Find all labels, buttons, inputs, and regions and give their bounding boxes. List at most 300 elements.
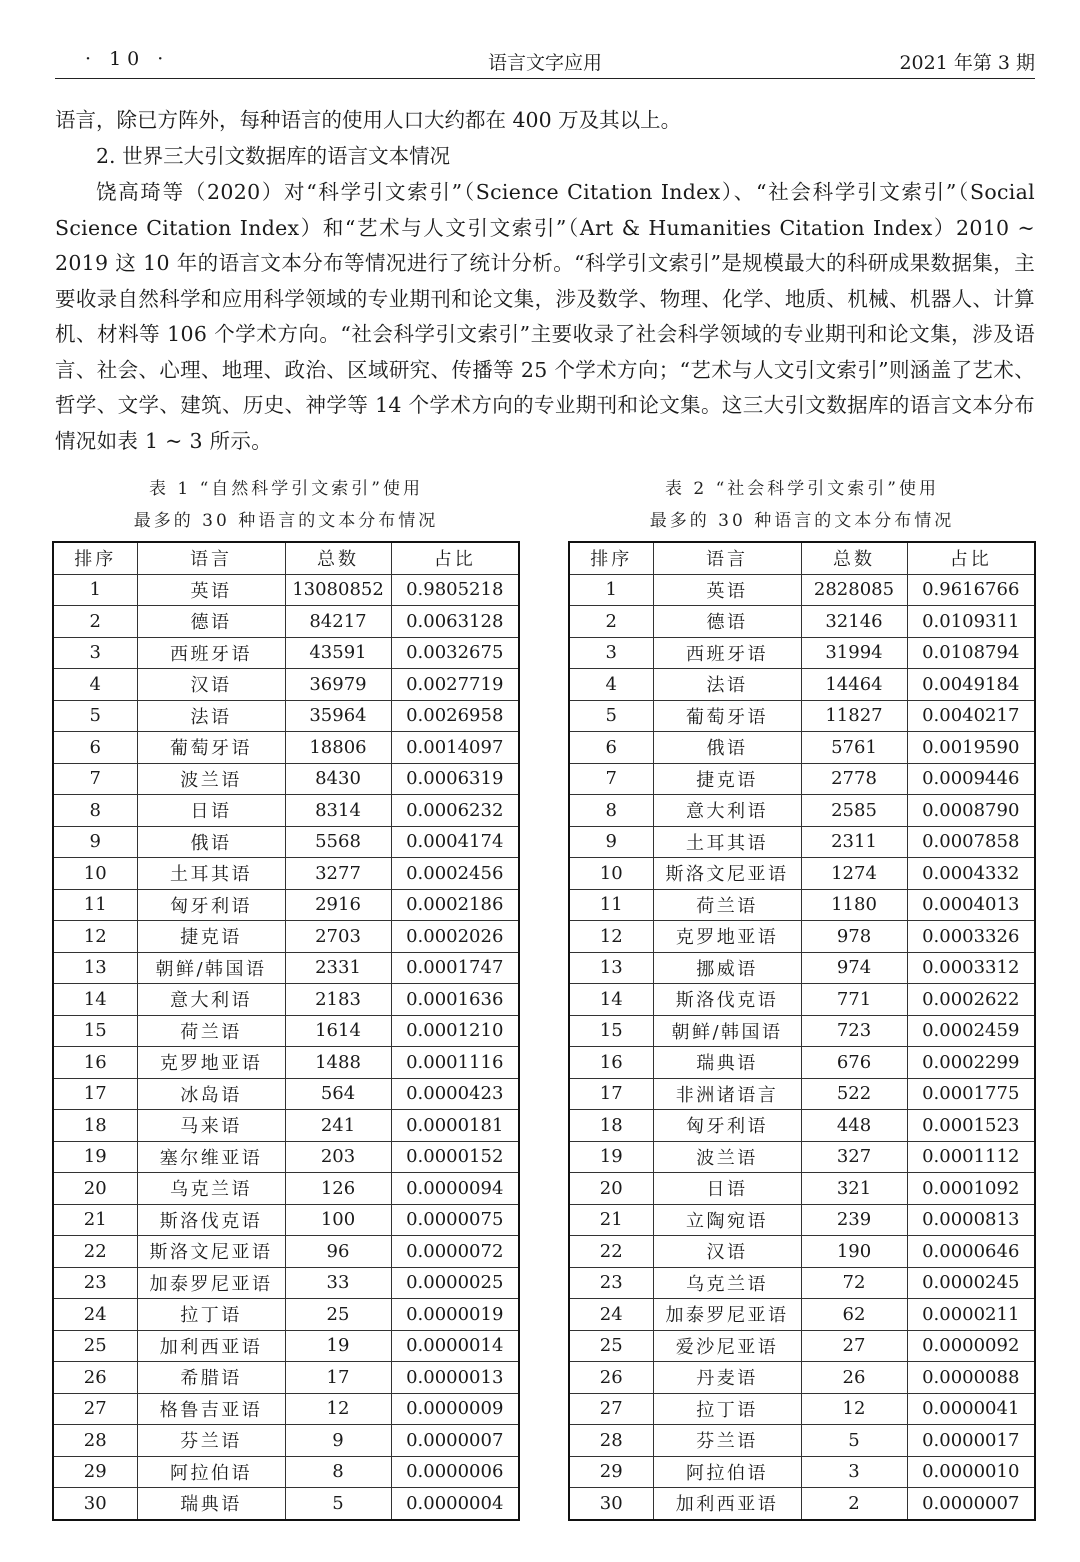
cell-ratio: 0.0003326 (907, 921, 1035, 953)
cell-language: 加利西亚语 (137, 1330, 285, 1362)
table-row (53, 921, 519, 953)
cell-ratio: 0.0000019 (391, 1299, 519, 1331)
cell-ratio: 0.0009446 (907, 763, 1035, 795)
cell-total: 43591 (285, 637, 391, 669)
cell-ratio: 0.0003312 (907, 952, 1035, 984)
cell-rank: 18 (53, 1110, 137, 1142)
cell-rank: 21 (53, 1204, 137, 1236)
table-row (53, 826, 519, 858)
cell-ratio: 0.0000088 (907, 1362, 1035, 1394)
cell-language: 德语 (653, 606, 801, 638)
cell-ratio: 0.0000007 (391, 1425, 519, 1457)
cell-total: 1614 (285, 1015, 391, 1047)
cell-total: 27 (801, 1330, 907, 1362)
cell-rank: 6 (569, 732, 653, 764)
cell-total: 18806 (285, 732, 391, 764)
table-row (569, 1393, 1035, 1425)
cell-total: 72 (801, 1267, 907, 1299)
cell-ratio: 0.9805218 (391, 574, 519, 606)
table-header-row (53, 542, 519, 574)
cell-rank: 2 (569, 606, 653, 638)
cell-total: 1488 (285, 1047, 391, 1079)
cell-ratio: 0.0006319 (391, 763, 519, 795)
cell-ratio: 0.0001092 (907, 1173, 1035, 1205)
cell-rank: 11 (569, 889, 653, 921)
cell-language: 斯洛文尼亚语 (653, 858, 801, 890)
cell-ratio: 0.0007858 (907, 826, 1035, 858)
table-row (569, 889, 1035, 921)
table-row (53, 1362, 519, 1394)
cell-language: 立陶宛语 (653, 1204, 801, 1236)
cell-language: 克罗地亚语 (653, 921, 801, 953)
cell-rank: 4 (53, 669, 137, 701)
table-row (53, 889, 519, 921)
cell-language: 法语 (653, 669, 801, 701)
table2-caption (568, 473, 1036, 537)
table-row (53, 1488, 519, 1520)
table-row (53, 763, 519, 795)
cell-ratio: 0.0001210 (391, 1015, 519, 1047)
table2 (568, 541, 1036, 1521)
paragraph-1: 语言，除已方阵外，每种语言的使用人口大约都在 400 万及其以上。 (55, 108, 682, 132)
cell-total: 8314 (285, 795, 391, 827)
cell-ratio: 0.0002026 (391, 921, 519, 953)
cell-total: 2311 (801, 826, 907, 858)
cell-total: 62 (801, 1299, 907, 1331)
table-row (53, 1425, 519, 1457)
cell-rank: 14 (569, 984, 653, 1016)
cell-rank: 25 (569, 1330, 653, 1362)
table-row (53, 1393, 519, 1425)
cell-language: 冰岛语 (137, 1078, 285, 1110)
cell-language: 乌克兰语 (137, 1173, 285, 1205)
cell-rank: 3 (569, 637, 653, 669)
cell-rank: 30 (569, 1488, 653, 1520)
table-row (569, 1456, 1035, 1488)
cell-total: 2828085 (801, 574, 907, 606)
cell-rank: 23 (53, 1267, 137, 1299)
cell-rank: 20 (53, 1173, 137, 1205)
cell-language: 捷克语 (653, 763, 801, 795)
cell-rank: 9 (53, 826, 137, 858)
table-row (569, 669, 1035, 701)
table-row (569, 1299, 1035, 1331)
table-row (569, 1425, 1035, 1457)
cell-ratio: 0.0000009 (391, 1393, 519, 1425)
cell-rank: 29 (53, 1456, 137, 1488)
page-header (55, 42, 1035, 79)
table-row (569, 1078, 1035, 1110)
cell-total: 239 (801, 1204, 907, 1236)
cell-language: 非洲诸语言 (653, 1078, 801, 1110)
cell-total: 2183 (285, 984, 391, 1016)
cell-rank: 7 (53, 763, 137, 795)
cell-language: 波兰语 (653, 1141, 801, 1173)
cell-language: 英语 (137, 574, 285, 606)
cell-rank: 27 (53, 1393, 137, 1425)
table-row (53, 1110, 519, 1142)
cell-rank: 6 (53, 732, 137, 764)
cell-ratio: 0.0001636 (391, 984, 519, 1016)
cell-language: 俄语 (653, 732, 801, 764)
cell-ratio: 0.0108794 (907, 637, 1035, 669)
cell-ratio: 0.0000094 (391, 1173, 519, 1205)
cell-ratio: 0.0000092 (907, 1330, 1035, 1362)
header-language: 语言 (137, 542, 285, 574)
cell-ratio: 0.0000075 (391, 1204, 519, 1236)
cell-rank: 5 (569, 700, 653, 732)
cell-total: 327 (801, 1141, 907, 1173)
cell-language: 加泰罗尼亚语 (137, 1267, 285, 1299)
table2-caption-line2: 最多的 30 种语言的文本分布情况 (649, 511, 955, 531)
cell-language: 日语 (653, 1173, 801, 1205)
cell-total: 8 (285, 1456, 391, 1488)
table-header-row (569, 542, 1035, 574)
cell-ratio: 0.0001112 (907, 1141, 1035, 1173)
cell-total: 13080852 (285, 574, 391, 606)
cell-total: 14464 (801, 669, 907, 701)
cell-total: 33 (285, 1267, 391, 1299)
cell-ratio: 0.0001116 (391, 1047, 519, 1079)
cell-language: 乌克兰语 (653, 1267, 801, 1299)
cell-total: 17 (285, 1362, 391, 1394)
cell-total: 84217 (285, 606, 391, 638)
cell-ratio: 0.0000181 (391, 1110, 519, 1142)
table-row (53, 606, 519, 638)
cell-rank: 14 (53, 984, 137, 1016)
cell-total: 3 (801, 1456, 907, 1488)
cell-rank: 12 (569, 921, 653, 953)
cell-rank: 10 (53, 858, 137, 890)
cell-total: 321 (801, 1173, 907, 1205)
table-row (569, 732, 1035, 764)
cell-ratio: 0.0032675 (391, 637, 519, 669)
table-row (569, 1330, 1035, 1362)
cell-language: 葡萄牙语 (653, 700, 801, 732)
cell-language: 意大利语 (653, 795, 801, 827)
cell-ratio: 0.0000004 (391, 1488, 519, 1520)
header-ratio: 占比 (391, 542, 519, 574)
cell-ratio: 0.0000014 (391, 1330, 519, 1362)
cell-rank: 28 (569, 1425, 653, 1457)
cell-rank: 4 (569, 669, 653, 701)
cell-language: 土耳其语 (653, 826, 801, 858)
cell-ratio: 0.0014097 (391, 732, 519, 764)
cell-rank: 22 (569, 1236, 653, 1268)
table-row (569, 858, 1035, 890)
table-row (569, 1047, 1035, 1079)
cell-rank: 18 (569, 1110, 653, 1142)
cell-total: 723 (801, 1015, 907, 1047)
table-row (53, 1236, 519, 1268)
table-row (569, 1488, 1035, 1520)
cell-ratio: 0.0008790 (907, 795, 1035, 827)
cell-language: 挪威语 (653, 952, 801, 984)
table-row (569, 1362, 1035, 1394)
cell-total: 5761 (801, 732, 907, 764)
cell-rank: 13 (53, 952, 137, 984)
cell-rank: 24 (569, 1299, 653, 1331)
cell-language: 格鲁吉亚语 (137, 1393, 285, 1425)
cell-total: 2331 (285, 952, 391, 984)
cell-total: 26 (801, 1362, 907, 1394)
cell-rank: 26 (569, 1362, 653, 1394)
cell-total: 978 (801, 921, 907, 953)
cell-language: 汉语 (137, 669, 285, 701)
cell-language: 马来语 (137, 1110, 285, 1142)
cell-total: 2778 (801, 763, 907, 795)
cell-rank: 8 (569, 795, 653, 827)
cell-ratio: 0.0049184 (907, 669, 1035, 701)
table-row (569, 1015, 1035, 1047)
table-row (569, 574, 1035, 606)
cell-ratio: 0.0004013 (907, 889, 1035, 921)
cell-language: 阿拉伯语 (653, 1456, 801, 1488)
cell-rank: 27 (569, 1393, 653, 1425)
cell-language: 西班牙语 (653, 637, 801, 669)
cell-ratio: 0.0002459 (907, 1015, 1035, 1047)
section-heading: 2. 世界三大引文数据库的语言文本情况 (96, 144, 451, 168)
cell-ratio: 0.0026958 (391, 700, 519, 732)
cell-ratio: 0.0004332 (907, 858, 1035, 890)
cell-language: 荷兰语 (137, 1015, 285, 1047)
table-row (53, 952, 519, 984)
cell-rank: 17 (53, 1078, 137, 1110)
table1-caption (52, 473, 520, 537)
cell-language: 捷克语 (137, 921, 285, 953)
cell-language: 匈牙利语 (653, 1110, 801, 1142)
cell-total: 974 (801, 952, 907, 984)
cell-language: 加泰罗尼亚语 (653, 1299, 801, 1331)
table-row (569, 1267, 1035, 1299)
table1-caption-line2: 最多的 30 种语言的文本分布情况 (133, 511, 439, 531)
cell-language: 波兰语 (137, 763, 285, 795)
cell-language: 匈牙利语 (137, 889, 285, 921)
cell-total: 2585 (801, 795, 907, 827)
cell-rank: 11 (53, 889, 137, 921)
table-row (569, 606, 1035, 638)
header-language: 语言 (653, 542, 801, 574)
cell-ratio: 0.0000041 (907, 1393, 1035, 1425)
cell-total: 1180 (801, 889, 907, 921)
cell-ratio: 0.0109311 (907, 606, 1035, 638)
table-row (53, 700, 519, 732)
cell-language: 阿拉伯语 (137, 1456, 285, 1488)
journal-title: 语言文字应用 (487, 52, 602, 74)
cell-ratio: 0.0000072 (391, 1236, 519, 1268)
header-total: 总数 (285, 542, 391, 574)
cell-ratio: 0.0000245 (907, 1267, 1035, 1299)
cell-rank: 1 (53, 574, 137, 606)
cell-rank: 30 (53, 1488, 137, 1520)
table-row (569, 1141, 1035, 1173)
cell-rank: 26 (53, 1362, 137, 1394)
table-row (53, 1173, 519, 1205)
cell-ratio: 0.0000007 (907, 1488, 1035, 1520)
cell-total: 676 (801, 1047, 907, 1079)
cell-language: 斯洛伐克语 (137, 1204, 285, 1236)
cell-total: 100 (285, 1204, 391, 1236)
cell-ratio: 0.0000423 (391, 1078, 519, 1110)
table-row (569, 984, 1035, 1016)
cell-ratio: 0.0002186 (391, 889, 519, 921)
cell-rank: 25 (53, 1330, 137, 1362)
cell-rank: 12 (53, 921, 137, 953)
cell-language: 丹麦语 (653, 1362, 801, 1394)
cell-rank: 17 (569, 1078, 653, 1110)
cell-rank: 28 (53, 1425, 137, 1457)
page-number: · 10 · (85, 48, 170, 70)
cell-ratio: 0.0002299 (907, 1047, 1035, 1079)
issue-label: 2021 年第 3 期 (899, 52, 1035, 74)
table-row (569, 763, 1035, 795)
cell-total: 448 (801, 1110, 907, 1142)
table-row (53, 637, 519, 669)
cell-language: 西班牙语 (137, 637, 285, 669)
cell-total: 1274 (801, 858, 907, 890)
cell-rank: 15 (53, 1015, 137, 1047)
cell-language: 塞尔维亚语 (137, 1141, 285, 1173)
table1 (52, 541, 520, 1521)
table-row (53, 732, 519, 764)
cell-ratio: 0.0001747 (391, 952, 519, 984)
table-row (53, 984, 519, 1016)
cell-language: 希腊语 (137, 1362, 285, 1394)
cell-ratio: 0.0000152 (391, 1141, 519, 1173)
table-row (569, 1236, 1035, 1268)
cell-language: 芬兰语 (137, 1425, 285, 1457)
table-row (53, 858, 519, 890)
cell-language: 斯洛伐克语 (653, 984, 801, 1016)
cell-rank: 5 (53, 700, 137, 732)
cell-ratio: 0.0002622 (907, 984, 1035, 1016)
cell-total: 2916 (285, 889, 391, 921)
cell-total: 2703 (285, 921, 391, 953)
cell-total: 12 (801, 1393, 907, 1425)
cell-rank: 9 (569, 826, 653, 858)
cell-language: 瑞典语 (653, 1047, 801, 1079)
cell-language: 爱沙尼亚语 (653, 1330, 801, 1362)
cell-ratio: 0.0001775 (907, 1078, 1035, 1110)
cell-language: 日语 (137, 795, 285, 827)
cell-rank: 2 (53, 606, 137, 638)
cell-language: 拉丁语 (137, 1299, 285, 1331)
cell-total: 19 (285, 1330, 391, 1362)
cell-ratio: 0.0019590 (907, 732, 1035, 764)
cell-total: 126 (285, 1173, 391, 1205)
cell-language: 意大利语 (137, 984, 285, 1016)
cell-total: 3277 (285, 858, 391, 890)
cell-total: 5 (285, 1488, 391, 1520)
cell-language: 加利西亚语 (653, 1488, 801, 1520)
cell-total: 32146 (801, 606, 907, 638)
cell-total: 241 (285, 1110, 391, 1142)
table-row (53, 1078, 519, 1110)
paragraph-3: 饶高琦等（2020）对“科学引文索引”（Science Citation Index）、“社会科学引文索引”（Social Science Citation Index）和“艺术与人文引文索引”（Art & Humanities Citation Index）2010 ~ 2019 这 10 年的语言文本分布等情况进行了统计分析。“科学引文索引”是规模最大的科研成果数据集，主要收录自然科学和应用科学领域的专业期刊和论文集，涉及数学、物理、化学、地质、机械、机器人、计算机、材料等 106 个学术方向。“社会科学引文索引”主要收录了社会科学领域的专业期刊和论文集，涉及语言、社会、心理、地理、政治、区域研究、传播等 25 个学术方向；“艺术与人文引文索引”则涵盖了艺术、哲学、文学、建筑、历史、神学等 14 个学术方向的专业期刊和论文集。这三大引文数据库的语言文本分布情况如表 1 ~ 3 所示。 (55, 180, 1035, 453)
table-row (53, 1456, 519, 1488)
table-row (53, 795, 519, 827)
cell-rank: 8 (53, 795, 137, 827)
cell-rank: 19 (569, 1141, 653, 1173)
cell-total: 771 (801, 984, 907, 1016)
cell-language: 法语 (137, 700, 285, 732)
cell-language: 拉丁语 (653, 1393, 801, 1425)
cell-language: 斯洛文尼亚语 (137, 1236, 285, 1268)
cell-ratio: 0.0063128 (391, 606, 519, 638)
cell-rank: 16 (569, 1047, 653, 1079)
cell-ratio: 0.0000006 (391, 1456, 519, 1488)
table-row (569, 1173, 1035, 1205)
cell-language: 德语 (137, 606, 285, 638)
cell-total: 35964 (285, 700, 391, 732)
table-row (53, 1267, 519, 1299)
cell-language: 俄语 (137, 826, 285, 858)
cell-ratio: 0.0040217 (907, 700, 1035, 732)
cell-language: 葡萄牙语 (137, 732, 285, 764)
table-row (53, 1141, 519, 1173)
cell-language: 土耳其语 (137, 858, 285, 890)
table1-caption-line1: 表 1 “自然科学引文索引”使用 (148, 479, 423, 499)
table-row (569, 1204, 1035, 1236)
cell-rank: 1 (569, 574, 653, 606)
cell-rank: 23 (569, 1267, 653, 1299)
cell-language: 英语 (653, 574, 801, 606)
cell-rank: 20 (569, 1173, 653, 1205)
table-row (569, 700, 1035, 732)
cell-rank: 24 (53, 1299, 137, 1331)
table-row (569, 921, 1035, 953)
cell-total: 203 (285, 1141, 391, 1173)
cell-rank: 19 (53, 1141, 137, 1173)
table-row (569, 826, 1035, 858)
header-rank: 排序 (53, 542, 137, 574)
cell-language: 芬兰语 (653, 1425, 801, 1457)
table-row (53, 574, 519, 606)
table-row (53, 669, 519, 701)
cell-language: 克罗地亚语 (137, 1047, 285, 1079)
cell-rank: 16 (53, 1047, 137, 1079)
header-total: 总数 (801, 542, 907, 574)
cell-language: 荷兰语 (653, 889, 801, 921)
cell-ratio: 0.0004174 (391, 826, 519, 858)
cell-total: 8430 (285, 763, 391, 795)
cell-total: 564 (285, 1078, 391, 1110)
cell-ratio: 0.0002456 (391, 858, 519, 890)
cell-ratio: 0.0000025 (391, 1267, 519, 1299)
cell-ratio: 0.0000646 (907, 1236, 1035, 1268)
header-rank: 排序 (569, 542, 653, 574)
cell-ratio: 0.0000017 (907, 1425, 1035, 1457)
cell-total: 9 (285, 1425, 391, 1457)
cell-language: 汉语 (653, 1236, 801, 1268)
table-row (53, 1047, 519, 1079)
cell-total: 25 (285, 1299, 391, 1331)
table-row (569, 637, 1035, 669)
table-row (569, 1110, 1035, 1142)
cell-ratio: 0.0000010 (907, 1456, 1035, 1488)
cell-total: 31994 (801, 637, 907, 669)
table-row (569, 795, 1035, 827)
cell-language: 瑞典语 (137, 1488, 285, 1520)
cell-ratio: 0.0027719 (391, 669, 519, 701)
cell-total: 522 (801, 1078, 907, 1110)
table-row (569, 952, 1035, 984)
cell-ratio: 0.0000013 (391, 1362, 519, 1394)
cell-rank: 29 (569, 1456, 653, 1488)
cell-total: 36979 (285, 669, 391, 701)
cell-rank: 10 (569, 858, 653, 890)
table2-caption-line1: 表 2 “社会科学引文索引”使用 (664, 479, 939, 499)
